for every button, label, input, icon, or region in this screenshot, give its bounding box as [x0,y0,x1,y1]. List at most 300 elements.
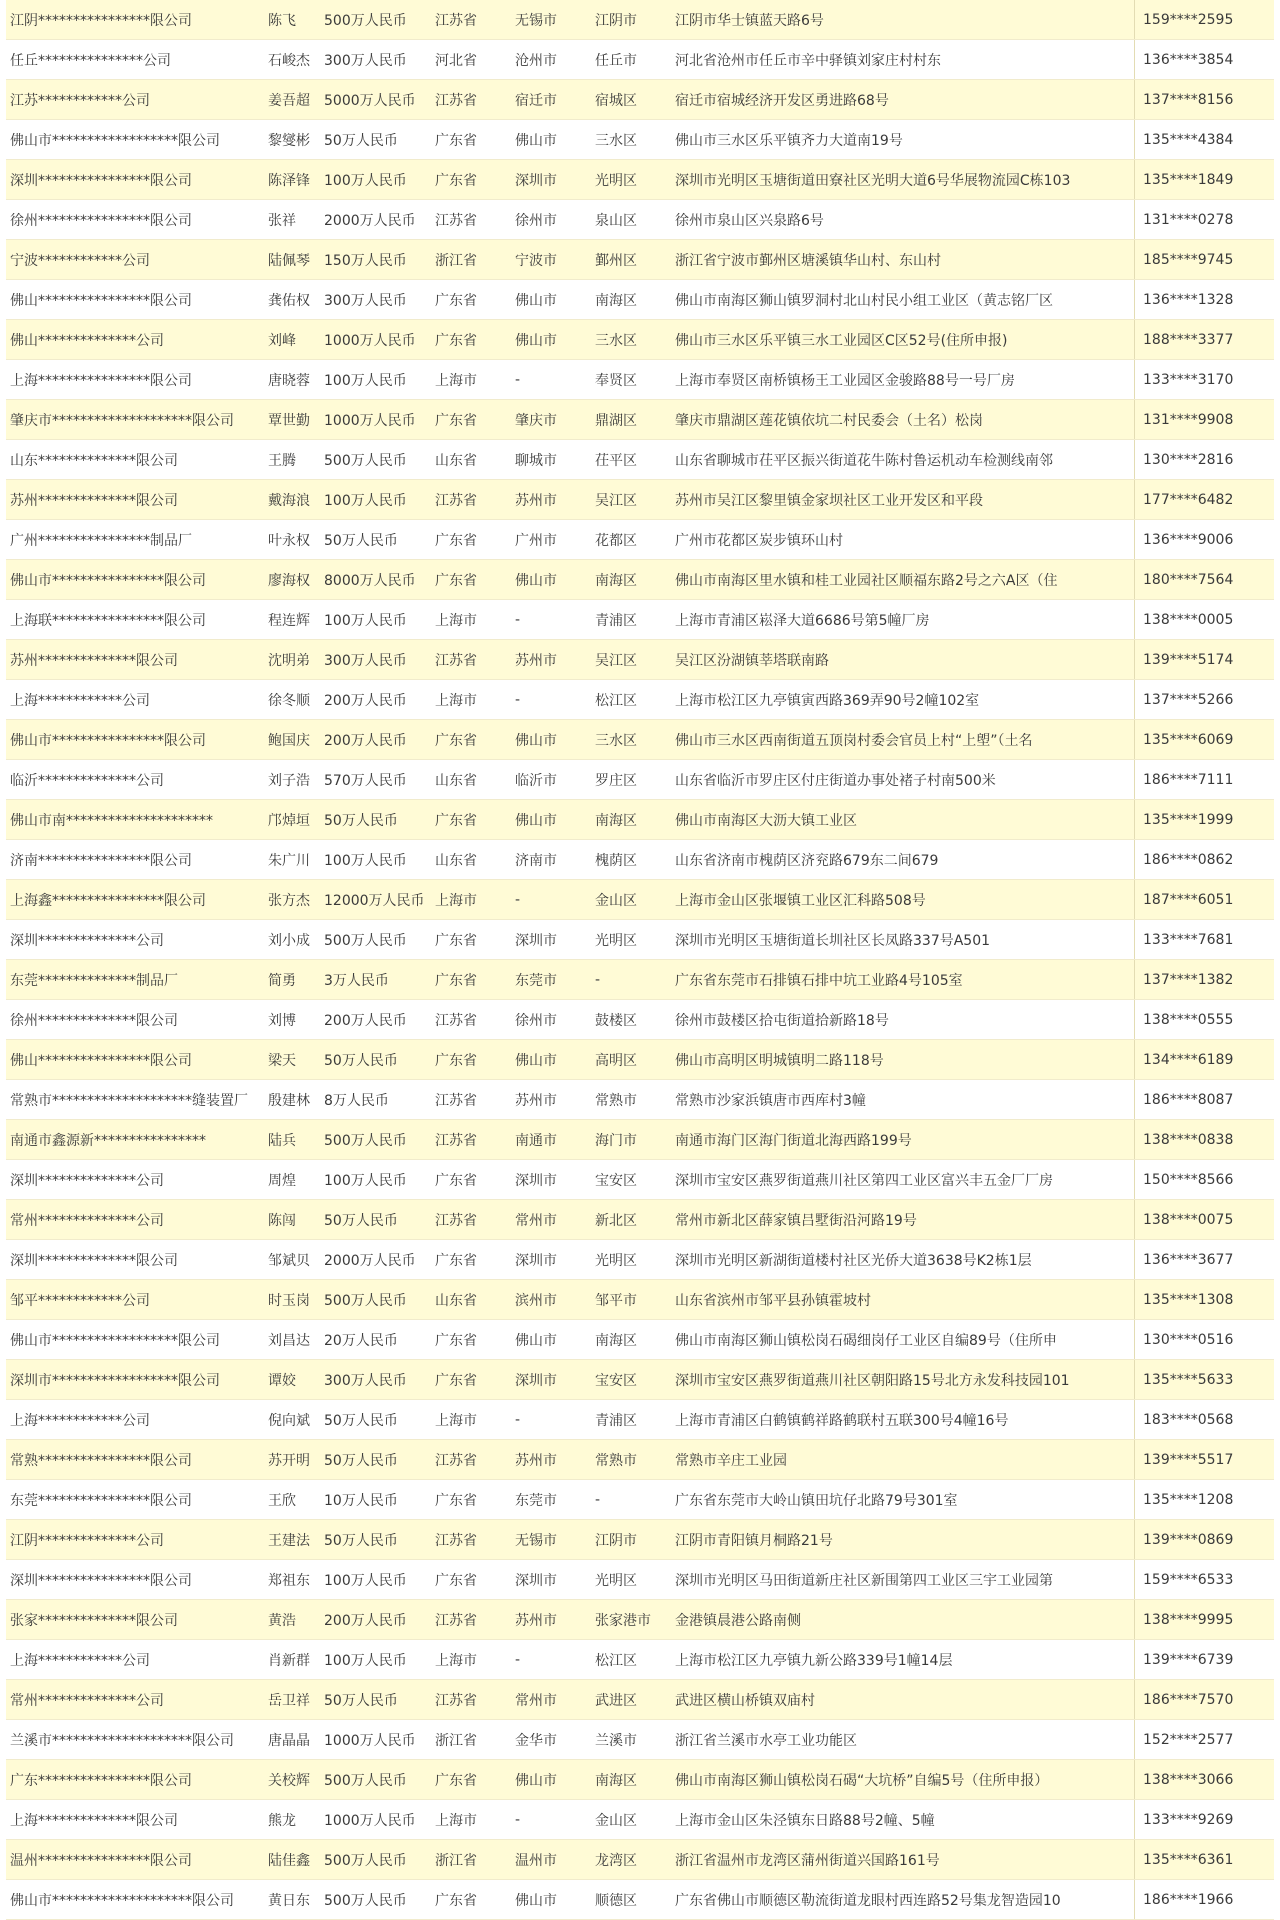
table-row[interactable] [6,1680,1274,1720]
person-cell: 岳卫祥 [268,1692,310,1709]
person-cell: 王建法 [268,1532,310,1549]
company-cell: 常州**************公司 [10,1692,164,1709]
company-cell: 深圳市******************限公司 [10,1372,220,1389]
table-row[interactable] [6,880,1274,920]
phone-cell: 139****5174 [1143,651,1234,668]
table-row[interactable] [6,160,1274,200]
phone-cell: 186****7111 [1143,771,1234,788]
company-cell: 济南****************限公司 [10,852,192,869]
company-cell: 宁波************公司 [10,252,150,269]
capital-cell: 500万人民币 [324,12,407,29]
table-row[interactable] [6,1280,1274,1320]
company-cell: 常熟市********************缝装置厂 [10,1092,248,1109]
person-cell: 刘子浩 [268,772,310,789]
table-row[interactable] [6,1240,1274,1280]
district-cell: 宿城区 [595,92,637,109]
table-row[interactable] [6,1160,1274,1200]
address-cell: 南通市海门区海门街道北海西路199号 [671,1120,1135,1159]
company-cell: 肇庆市********************限公司 [10,412,234,429]
city-cell: 徐州市 [515,1012,557,1029]
address-cell: 佛山市南海区狮山镇罗洞村北山村民小组工业区（黄志铭厂区 [671,280,1135,319]
province-cell: 江苏省 [435,212,477,229]
address-cell: 徐州市鼓楼区拾屯街道拾新路18号 [671,1000,1135,1039]
city-cell: 苏州市 [515,652,557,669]
capital-cell: 50万人民币 [324,1052,398,1069]
city-cell: 济南市 [515,852,557,869]
phone-cell: 135****1999 [1143,811,1234,828]
district-cell: - [595,971,601,988]
capital-cell: 50万人民币 [324,1692,398,1709]
district-cell: 新北区 [595,1212,637,1229]
company-cell: 江阴****************限公司 [10,12,192,29]
capital-cell: 500万人民币 [324,452,407,469]
address-cell: 武进区横山桥镇双庙村 [671,1680,1135,1719]
capital-cell: 100万人民币 [324,492,407,509]
company-cell: 东莞**************制品厂 [10,972,178,989]
phone-cell: 137****1382 [1143,971,1234,988]
capital-cell: 100万人民币 [324,852,407,869]
person-cell: 张方杰 [268,892,310,909]
phone-cell: 133****7681 [1143,931,1234,948]
person-cell: 黎燮彬 [268,132,310,149]
person-cell: 陆佩琴 [268,252,310,269]
address-cell: 广东省佛山市顺德区勒流街道龙眼村西连路52号集龙智造园10 [671,1880,1135,1919]
table-row[interactable] [6,1200,1274,1240]
company-cell: 徐州****************限公司 [10,212,192,229]
table-row[interactable] [6,920,1274,960]
capital-cell: 50万人民币 [324,532,398,549]
table-row[interactable] [6,1560,1274,1600]
capital-cell: 8000万人民币 [324,572,416,589]
address-cell: 佛山市三水区乐平镇齐力大道南19号 [671,120,1135,159]
company-cell: 苏州**************限公司 [10,492,178,509]
district-cell: 宝安区 [595,1372,637,1389]
phone-cell: 135****4384 [1143,131,1234,148]
phone-cell: 152****2577 [1143,1731,1234,1748]
capital-cell: 300万人民币 [324,292,407,309]
person-cell: 唐晶晶 [268,1732,310,1749]
address-cell: 江阴市华士镇蓝天路6号 [671,0,1135,39]
table-row[interactable] [6,800,1274,840]
capital-cell: 500万人民币 [324,932,407,949]
address-cell: 浙江省宁波市鄞州区塘溪镇华山村、东山村 [671,240,1135,279]
province-cell: 浙江省 [435,1852,477,1869]
phone-cell: 186****7570 [1143,1691,1234,1708]
capital-cell: 500万人民币 [324,1292,407,1309]
table-row[interactable] [6,80,1274,120]
capital-cell: 100万人民币 [324,1172,407,1189]
address-cell: 佛山市南海区里水镇和桂工业园社区顺福东路2号之六A区（住 [671,560,1135,599]
city-cell: - [515,1651,521,1668]
company-cell: 张家**************限公司 [10,1612,178,1629]
province-cell: 山东省 [435,772,477,789]
table-row[interactable] [6,520,1274,560]
table-row[interactable] [6,840,1274,880]
address-cell: 上海市青浦区白鹤镇鹤祥路鹤联村五联300号4幢16号 [671,1400,1135,1439]
district-cell: 武进区 [595,1692,637,1709]
province-cell: 山东省 [435,452,477,469]
table-row[interactable] [6,280,1274,320]
company-cell: 佛山****************限公司 [10,1052,192,1069]
table-row[interactable] [6,1360,1274,1400]
address-cell: 苏州市吴江区黎里镇金家坝社区工业开发区和平段 [671,480,1135,519]
phone-cell: 136****3677 [1143,1251,1234,1268]
person-cell: 黄浩 [268,1612,296,1629]
province-cell: 广东省 [435,1252,477,1269]
table-row[interactable] [6,1040,1274,1080]
province-cell: 上海市 [435,612,477,629]
city-cell: 温州市 [515,1852,557,1869]
company-cell: 上海联****************限公司 [10,612,206,629]
person-cell: 刘博 [268,1012,296,1029]
table-row[interactable] [6,440,1274,480]
city-cell: 肇庆市 [515,412,557,429]
phone-cell: 159****2595 [1143,11,1234,28]
person-cell: 鲍国庆 [268,732,310,749]
city-cell: 无锡市 [515,1532,557,1549]
city-cell: 深圳市 [515,932,557,949]
phone-cell: 187****6051 [1143,891,1234,908]
address-cell: 上海市青浦区崧泽大道6686号第5幢厂房 [671,600,1135,639]
district-cell: 鄞州区 [595,252,637,269]
table-row[interactable] [6,640,1274,680]
company-cell: 上海************公司 [10,1412,150,1429]
capital-cell: 50万人民币 [324,1212,398,1229]
table-row[interactable] [6,1000,1274,1040]
person-cell: 陆兵 [268,1132,296,1149]
company-cell: 任丘***************公司 [10,52,171,69]
person-cell: 徐冬顺 [268,692,310,709]
table-row[interactable] [6,0,1274,40]
province-cell: 江苏省 [435,1692,477,1709]
phone-cell: 159****6533 [1143,1571,1234,1588]
phone-cell: 131****9908 [1143,411,1234,428]
phone-cell: 135****5633 [1143,1371,1234,1388]
city-cell: 东莞市 [515,1492,557,1509]
person-cell: 程连辉 [268,612,310,629]
capital-cell: 500万人民币 [324,1132,407,1149]
province-cell: 广东省 [435,1172,477,1189]
company-cell: 江苏************公司 [10,92,150,109]
table-row[interactable] [6,1120,1274,1160]
province-cell: 广东省 [435,1372,477,1389]
city-cell: 苏州市 [515,1092,557,1109]
province-cell: 广东省 [435,132,477,149]
address-cell: 金港镇晨港公路南侧 [671,1600,1135,1639]
capital-cell: 100万人民币 [324,1652,407,1669]
table-row[interactable] [6,240,1274,280]
company-cell: 常熟****************限公司 [10,1452,192,1469]
phone-cell: 135****6361 [1143,1851,1234,1868]
person-cell: 简勇 [268,972,296,989]
person-cell: 廖海权 [268,572,310,589]
district-cell: 江阴市 [595,12,637,29]
company-cell: 佛山市****************限公司 [10,732,206,749]
phone-cell: 135****1308 [1143,1291,1234,1308]
person-cell: 倪向斌 [268,1412,310,1429]
person-cell: 龚佑权 [268,292,310,309]
table-row[interactable] [6,1640,1274,1680]
district-cell: 光明区 [595,1572,637,1589]
table-row[interactable] [6,1760,1274,1800]
district-cell: 吴江区 [595,492,637,509]
person-cell: 姜吾超 [268,92,310,109]
company-cell: 佛山市****************限公司 [10,572,206,589]
phone-cell: 139****0869 [1143,1531,1234,1548]
company-cell: 深圳**************公司 [10,1172,164,1189]
capital-cell: 100万人民币 [324,612,407,629]
district-cell: 任丘市 [595,52,637,69]
capital-cell: 8万人民币 [324,1092,389,1109]
phone-cell: 183****0568 [1143,1411,1234,1428]
company-cell: 上海************公司 [10,1652,150,1669]
company-cell: 上海****************限公司 [10,372,192,389]
city-cell: 宿迁市 [515,92,557,109]
district-cell: 泉山区 [595,212,637,229]
address-cell: 上海市金山区朱泾镇东日路88号2幢、5幢 [671,1800,1135,1839]
person-cell: 肖新群 [268,1652,310,1669]
table-row[interactable] [6,120,1274,160]
company-cell: 佛山市******************限公司 [10,132,220,149]
city-cell: 南通市 [515,1132,557,1149]
capital-cell: 1000万人民币 [324,1812,416,1829]
person-cell: 戴海浪 [268,492,310,509]
table-row[interactable] [6,200,1274,240]
company-cell: 上海鑫****************限公司 [10,892,206,909]
district-cell: 青浦区 [595,1412,637,1429]
table-row[interactable] [6,1520,1274,1560]
phone-cell: 136****3854 [1143,51,1234,68]
table-row[interactable] [6,1080,1274,1120]
table-row[interactable] [6,360,1274,400]
table-row[interactable] [6,560,1274,600]
city-cell: 深圳市 [515,1252,557,1269]
capital-cell: 200万人民币 [324,732,407,749]
table-row[interactable] [6,1480,1274,1520]
person-cell: 谭姣 [268,1372,296,1389]
table-row[interactable] [6,320,1274,360]
city-cell: 苏州市 [515,492,557,509]
phone-cell: 138****0838 [1143,1131,1234,1148]
district-cell: 邹平市 [595,1292,637,1309]
company-cell: 佛山市******************限公司 [10,1332,220,1349]
company-cell: 温州****************限公司 [10,1852,192,1869]
phone-cell: 134****6189 [1143,1051,1234,1068]
district-cell: 鼎湖区 [595,412,637,429]
province-cell: 江苏省 [435,1132,477,1149]
district-cell: 龙湾区 [595,1852,637,1869]
city-cell: 佛山市 [515,812,557,829]
table-row[interactable] [6,1840,1274,1880]
city-cell: 佛山市 [515,572,557,589]
province-cell: 广东省 [435,1572,477,1589]
city-cell: 佛山市 [515,1892,557,1909]
phone-cell: 177****6482 [1143,491,1234,508]
capital-cell: 5000万人民币 [324,92,416,109]
company-cell: 山东**************限公司 [10,452,178,469]
province-cell: 广东省 [435,532,477,549]
capital-cell: 2000万人民币 [324,212,416,229]
table-row[interactable] [6,40,1274,80]
table-row[interactable] [6,1600,1274,1640]
province-cell: 广东省 [435,812,477,829]
table-row[interactable] [6,960,1274,1000]
address-cell: 常州市新北区薛家镇吕墅街沿河路19号 [671,1200,1135,1239]
district-cell: 花都区 [595,532,637,549]
table-row[interactable] [6,680,1274,720]
capital-cell: 1000万人民币 [324,1732,416,1749]
table-row[interactable] [6,1400,1274,1440]
province-cell: 浙江省 [435,252,477,269]
person-cell: 刘小成 [268,932,310,949]
city-cell: 佛山市 [515,332,557,349]
phone-cell: 131****0278 [1143,211,1234,228]
capital-cell: 100万人民币 [324,372,407,389]
city-cell: 深圳市 [515,1372,557,1389]
table-row[interactable] [6,480,1274,520]
address-cell: 佛山市三水区西南街道五顶岗村委会官员上村“上塱”（土名 [671,720,1135,759]
address-cell: 山东省临沂市罗庄区付庄街道办事处褚子村南500米 [671,760,1135,799]
phone-cell: 136****1328 [1143,291,1234,308]
table-row[interactable] [6,720,1274,760]
capital-cell: 2000万人民币 [324,1252,416,1269]
table-row[interactable] [6,1440,1274,1480]
district-cell: 常熟市 [595,1092,637,1109]
capital-cell: 1000万人民币 [324,332,416,349]
phone-cell: 130****0516 [1143,1331,1234,1348]
city-cell: - [515,1811,521,1828]
city-cell: 东莞市 [515,972,557,989]
district-cell: 三水区 [595,332,637,349]
person-cell: 苏开明 [268,1452,310,1469]
table-row[interactable] [6,760,1274,800]
table-row[interactable] [6,1720,1274,1760]
capital-cell: 570万人民币 [324,772,407,789]
province-cell: 江苏省 [435,12,477,29]
phone-cell: 138****9995 [1143,1611,1234,1628]
company-cell: 佛山市南********************* [10,812,213,829]
person-cell: 陈飞 [268,12,296,29]
city-cell: 佛山市 [515,1332,557,1349]
city-cell: - [515,891,521,908]
person-cell: 王欣 [268,1492,296,1509]
province-cell: 江苏省 [435,1452,477,1469]
phone-cell: 135****6069 [1143,731,1234,748]
address-cell: 河北省沧州市任丘市辛中驿镇刘家庄村村东 [671,40,1135,79]
company-cell: 常州**************公司 [10,1212,164,1229]
province-cell: 河北省 [435,52,477,69]
city-cell: 佛山市 [515,292,557,309]
province-cell: 广东省 [435,1772,477,1789]
province-cell: 广东省 [435,1332,477,1349]
capital-cell: 300万人民币 [324,1372,407,1389]
city-cell: - [515,371,521,388]
city-cell: - [515,691,521,708]
table-row[interactable] [6,400,1274,440]
person-cell: 黄日东 [268,1892,310,1909]
district-cell: 兰溪市 [595,1732,637,1749]
phone-cell: 130****2816 [1143,451,1234,468]
person-cell: 沈明弟 [268,652,310,669]
province-cell: 江苏省 [435,1532,477,1549]
company-cell: 东莞****************限公司 [10,1492,192,1509]
address-cell: 佛山市三水区乐平镇三水工业园区C区52号(住所申报) [671,320,1135,359]
city-cell: - [515,1411,521,1428]
table-row[interactable] [6,1880,1274,1920]
district-cell: 高明区 [595,1052,637,1069]
phone-cell: 136****9006 [1143,531,1234,548]
district-cell: 南海区 [595,812,637,829]
district-cell: 金山区 [595,1812,637,1829]
address-cell: 宿迁市宿城经济开发区勇进路68号 [671,80,1135,119]
table-row[interactable] [6,600,1274,640]
province-cell: 上海市 [435,1412,477,1429]
city-cell: 佛山市 [515,1052,557,1069]
address-cell: 佛山市南海区大沥大镇工业区 [671,800,1135,839]
district-cell: 三水区 [595,132,637,149]
company-cell: 佛山****************限公司 [10,292,192,309]
phone-cell: 135****1849 [1143,171,1234,188]
city-cell: 临沂市 [515,772,557,789]
district-cell: 鼓楼区 [595,1012,637,1029]
person-cell: 梁天 [268,1052,296,1069]
city-cell: 深圳市 [515,172,557,189]
city-cell: 深圳市 [515,1172,557,1189]
district-cell: 顺德区 [595,1892,637,1909]
capital-cell: 10万人民币 [324,1492,398,1509]
district-cell: 江阴市 [595,1532,637,1549]
company-cell: 徐州**************限公司 [10,1012,178,1029]
capital-cell: 100万人民币 [324,172,407,189]
city-cell: 滨州市 [515,1292,557,1309]
district-cell: 南海区 [595,572,637,589]
phone-cell: 137****5266 [1143,691,1234,708]
capital-cell: 500万人民币 [324,1892,407,1909]
city-cell: 深圳市 [515,1572,557,1589]
city-cell: 聊城市 [515,452,557,469]
district-cell: 南海区 [595,292,637,309]
province-cell: 广东省 [435,1052,477,1069]
phone-cell: 138****0075 [1143,1211,1234,1228]
company-cell: 邹平************公司 [10,1292,150,1309]
person-cell: 陈闯 [268,1212,296,1229]
capital-cell: 3万人民币 [324,972,389,989]
table-row[interactable] [6,1800,1274,1840]
province-cell: 广东省 [435,292,477,309]
phone-cell: 138****3066 [1143,1771,1234,1788]
province-cell: 上海市 [435,1652,477,1669]
company-cell: 广州****************制品厂 [10,532,192,549]
table-row[interactable] [6,1320,1274,1360]
address-cell: 佛山市高明区明城镇明二路118号 [671,1040,1135,1079]
company-cell: 兰溪市********************限公司 [10,1732,234,1749]
company-cell: 上海**************限公司 [10,1812,178,1829]
capital-cell: 1000万人民币 [324,412,416,429]
district-cell: - [595,1491,601,1508]
district-cell: 海门市 [595,1132,637,1149]
province-cell: 山东省 [435,852,477,869]
province-cell: 上海市 [435,892,477,909]
person-cell: 唐晓蓉 [268,372,310,389]
address-cell: 浙江省温州市龙湾区蒲州街道兴国路161号 [671,1840,1135,1879]
address-cell: 上海市松江区九亭镇寅西路369弄90号2幢102室 [671,680,1135,719]
address-cell: 佛山市南海区狮山镇松岗石碣“大坑桥”自编5号（住所申报） [671,1760,1135,1799]
district-cell: 常熟市 [595,1452,637,1469]
person-cell: 时玉岗 [268,1292,310,1309]
city-cell: 金华市 [515,1732,557,1749]
address-cell: 上海市奉贤区南桥镇杨王工业园区金骏路88号一号厂房 [671,360,1135,399]
capital-cell: 50万人民币 [324,1452,398,1469]
